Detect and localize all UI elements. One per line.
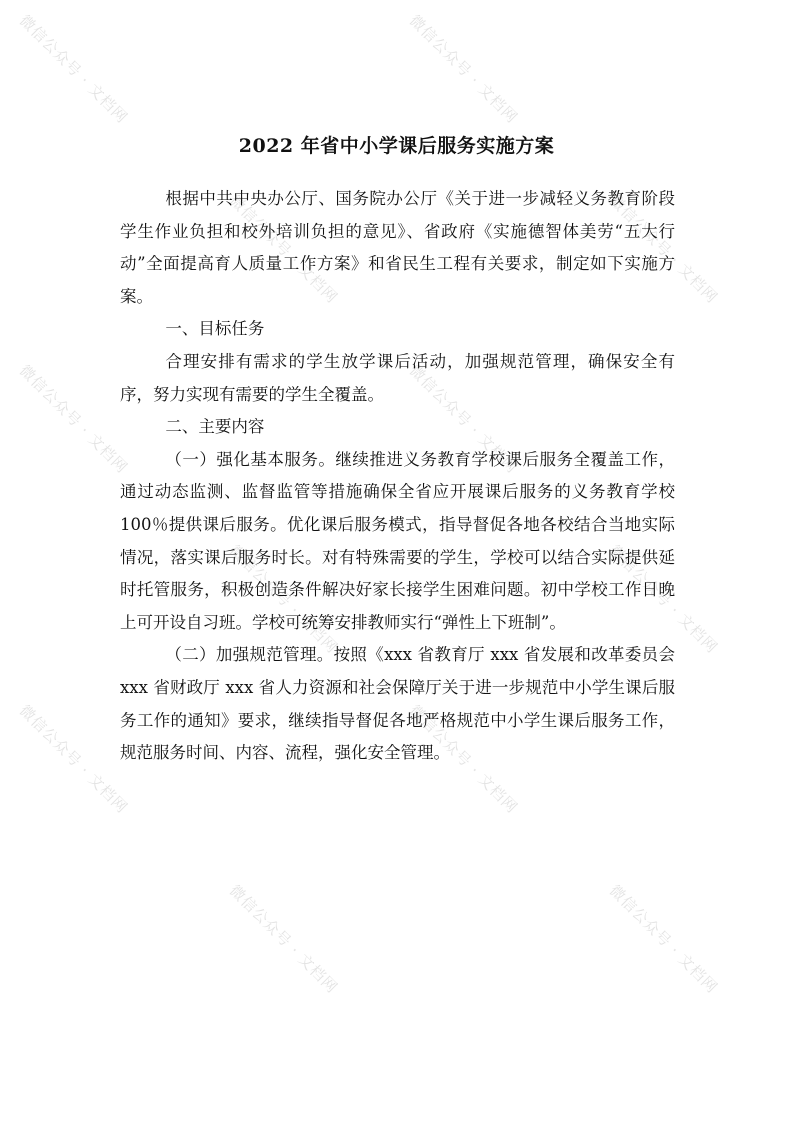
document-body	[120, 183, 675, 770]
watermark: 微信公众号 · 文档网	[405, 361, 522, 477]
content-paragraph-regulation: （二）加强规范管理。按照《xxx 省教育厅 xxx 省发展和改革委员会 xxx 省财政厅 xxx 省人力资源和社会保障厅关于进一步规范中小学生课后服务工作的通知》要求，继续指导督促各地严格规范中小学生课后服务工作，规范服务时间、内容、流程，强化安全管理。	[120, 645, 675, 763]
watermark: 微信公众号 · 文档网	[15, 11, 132, 127]
watermark: 微信公众号 · 文档网	[605, 541, 722, 657]
watermark: 微信公众号 · 文档网	[405, 701, 522, 817]
watermark: 微信公众号 · 文档网	[605, 191, 722, 307]
goals-paragraph: 合理安排有需求的学生放学课后活动，加强规范管理，确保安全有序，努力实现有需要的学生全覆盖。	[120, 351, 675, 404]
watermark: 微信公众号 · 文档网	[405, 11, 522, 127]
intro-paragraph: 根据中共中央办公厅、国务院办公厅《关于进一步减轻义务教育阶段学生作业负担和校外培训负担的意见》、省政府《实施德智体美劳“五大行动”全面提高育人质量工作方案》和省民生工程有关要求，制定如下实施方案。	[120, 189, 675, 306]
section-heading-goals: 一、目标任务	[165, 319, 265, 339]
document-title: 2022 年省中小学课后服务实施方案	[238, 135, 555, 157]
watermark: 微信公众号 · 文档网	[15, 361, 132, 477]
watermark: 微信公众号 · 文档网	[605, 881, 722, 997]
watermark: 微信公众号 · 文档网	[225, 541, 342, 657]
watermark: 微信公众号 · 文档网	[15, 701, 132, 817]
watermark: 微信公众号 · 文档网	[225, 881, 342, 997]
content-paragraph-basic-service: （一）强化基本服务。继续推进义务教育学校课后服务全覆盖工作，通过动态监测、监督监管等措施确保全省应开展课后服务的义务教育学校 100％提供课后服务。优化课后服务模式，指导督促各地各校结合当地实际情况，落实课后服务时长。对有特殊需要的学生，学校可以结合实际提供延时托管服务，积极创造条件解决好家长接学生困难问题。初中学校工作日晚上可开设自习班。学校可统筹安排教师实行“弹性上下班制”。	[120, 449, 675, 632]
section-heading-content: 二、主要内容	[165, 417, 265, 437]
watermark: 微信公众号 · 文档网	[225, 191, 342, 307]
